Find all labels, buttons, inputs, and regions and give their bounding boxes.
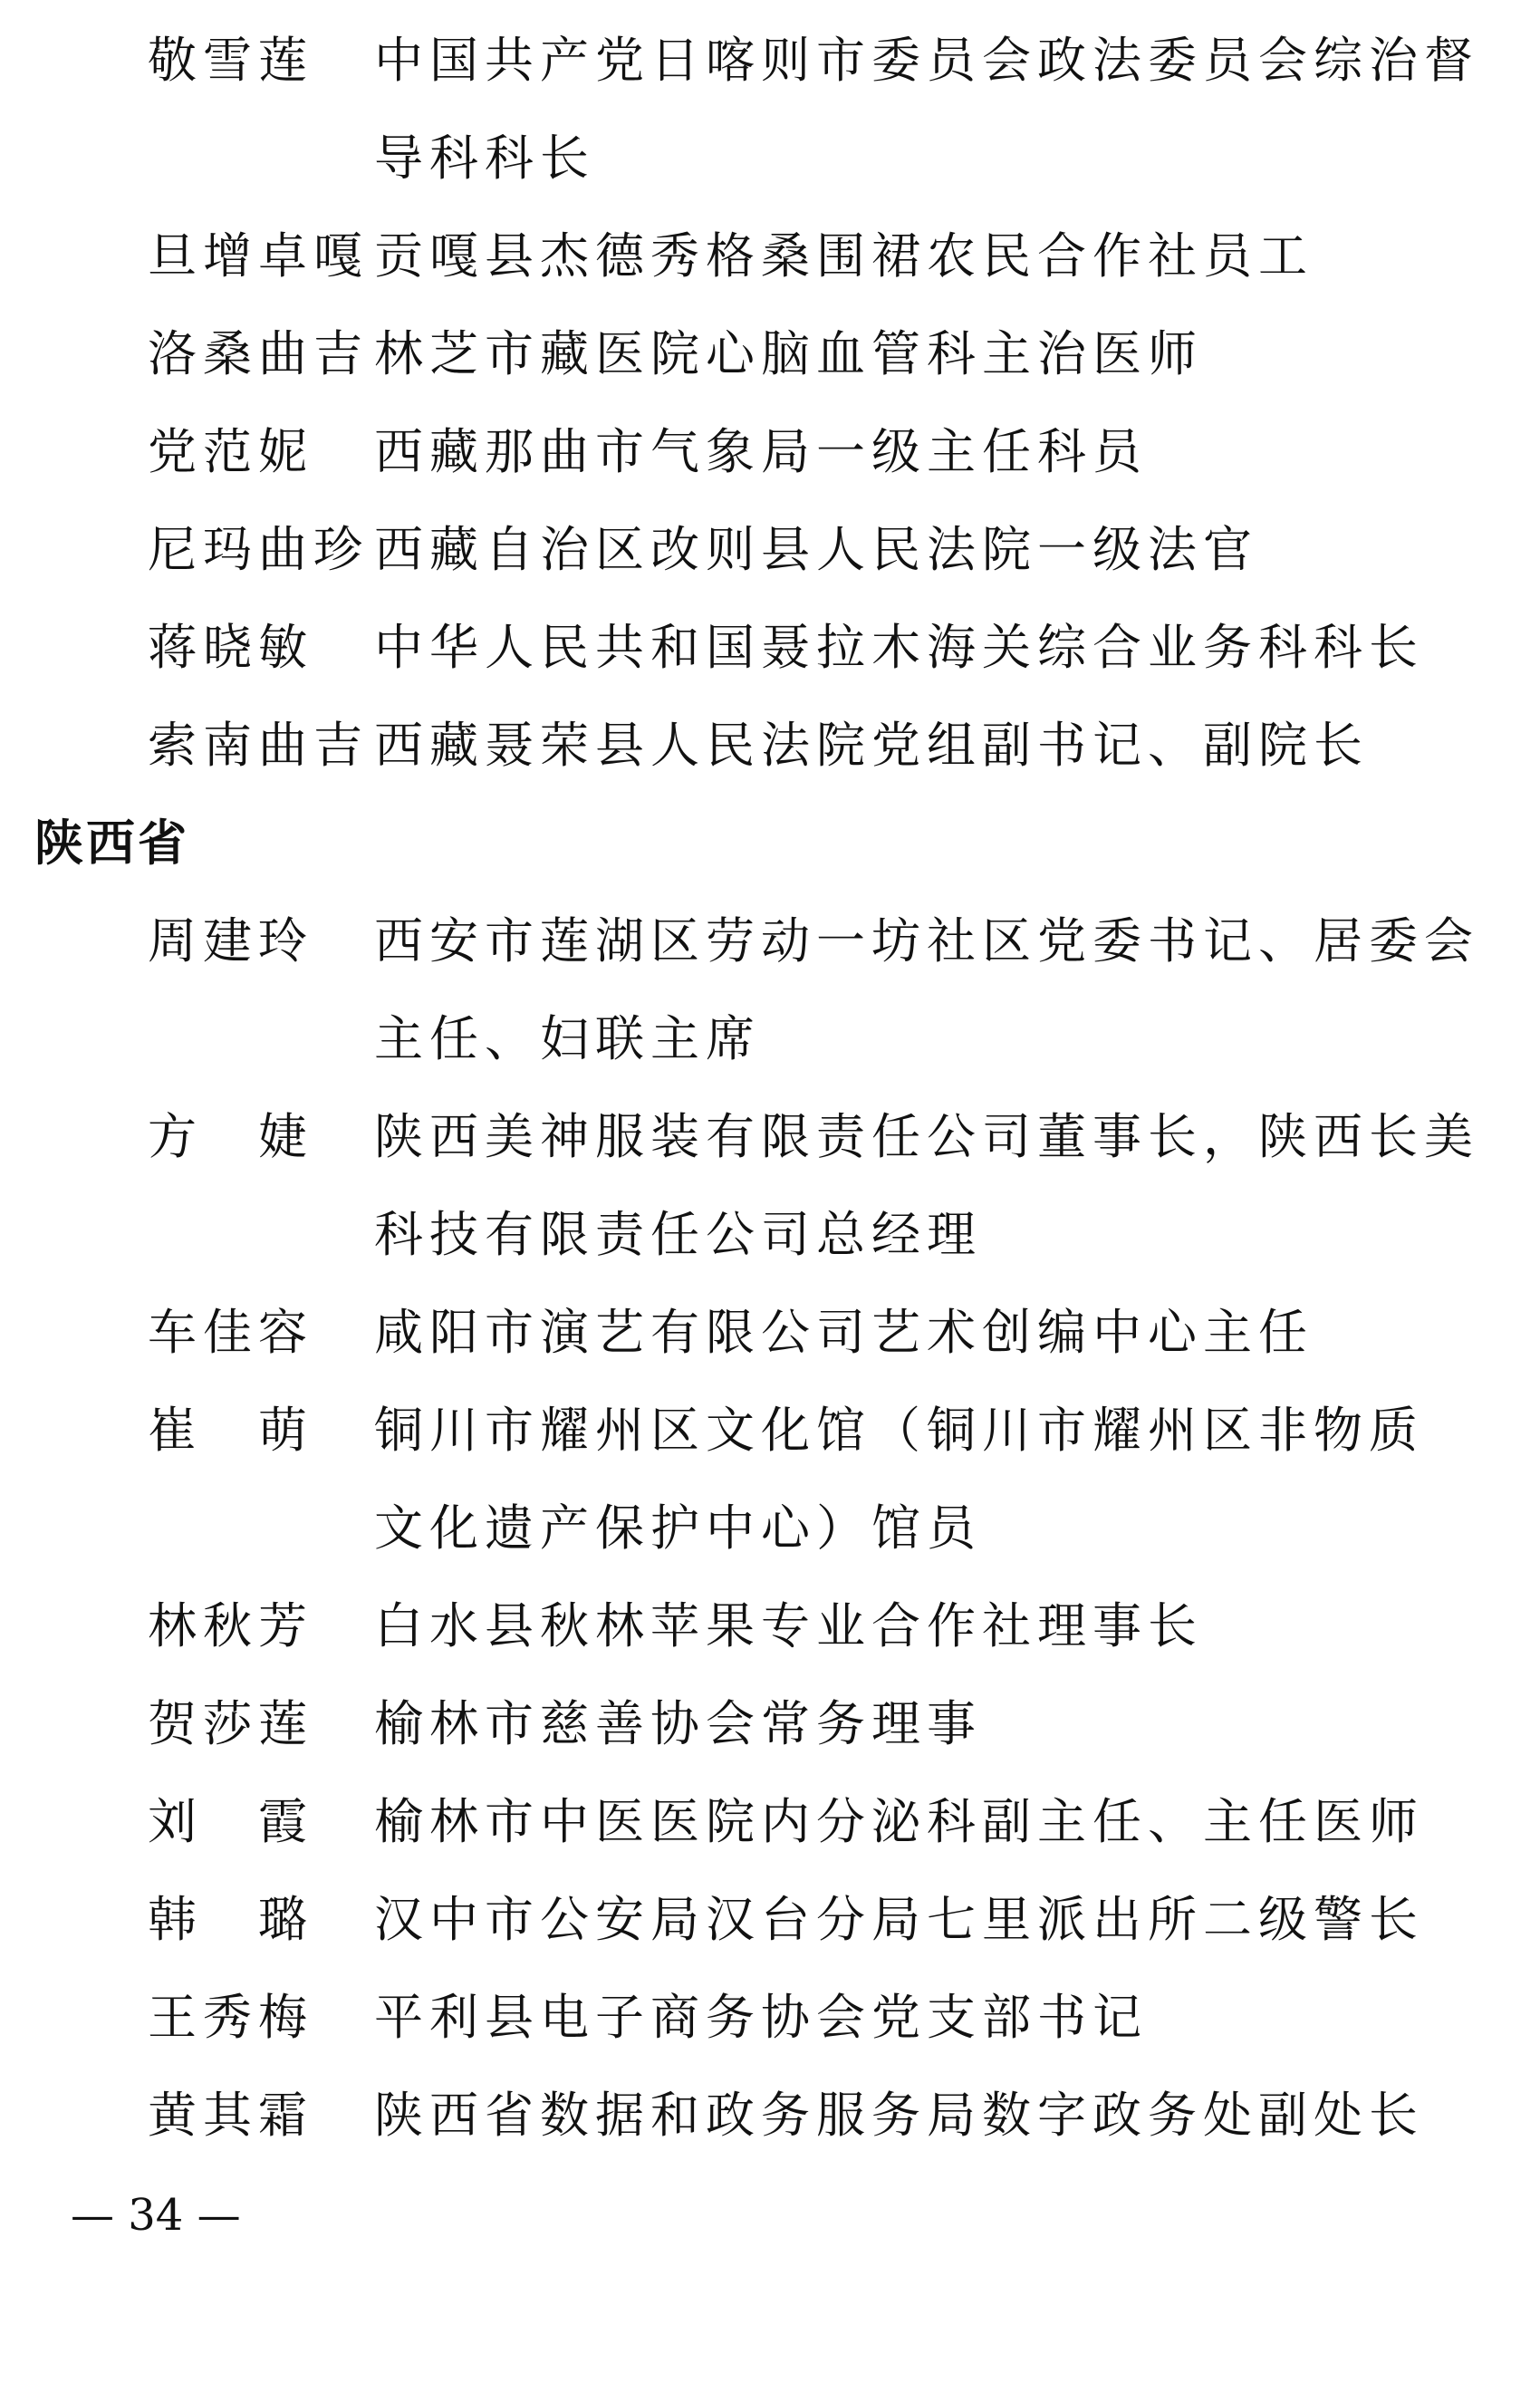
page-number: — 34 — bbox=[71, 2190, 241, 2241]
person-title-line: 平利县电子商务协会党支部书记 bbox=[374, 1989, 1148, 2046]
person-title-line: 林芝市藏医院心脑血管科主治医师 bbox=[374, 325, 1203, 382]
person-name: 韩 璐 bbox=[148, 1891, 313, 1948]
person-title-line: 白水县秋林苹果专业合作社理事长 bbox=[374, 1597, 1203, 1654]
person-title-line: 中国共产党日喀则市委员会政法委员会综治督 bbox=[374, 32, 1479, 89]
person-name: 刘 霞 bbox=[148, 1793, 313, 1850]
person-title-line: 陕西美神服装有限责任公司董事长，陕西长美 bbox=[374, 1108, 1479, 1165]
section-heading: 陕西省 bbox=[34, 815, 189, 872]
person-title-line: 主任、妇联主席 bbox=[374, 1010, 761, 1067]
person-name: 林秋芳 bbox=[148, 1597, 313, 1654]
person-title-line: 导科科长 bbox=[374, 130, 595, 187]
person-title-line: 科技有限责任公司总经理 bbox=[374, 1206, 982, 1263]
person-title-line: 咸阳市演艺有限公司艺术创编中心主任 bbox=[374, 1304, 1314, 1361]
person-title-line: 西藏自治区改则县人民法院一级法官 bbox=[374, 521, 1258, 578]
person-name: 旦增卓嘎 bbox=[148, 227, 369, 284]
person-name: 蒋晓敏 bbox=[148, 619, 313, 676]
person-name: 周建玲 bbox=[148, 912, 313, 969]
person-title-line: 汉中市公安局汉台分局七里派出所二级警长 bbox=[374, 1891, 1424, 1948]
person-title-line: 西安市莲湖区劳动一坊社区党委书记、居委会 bbox=[374, 912, 1479, 969]
person-title-line: 西藏那曲市气象局一级主任科员 bbox=[374, 423, 1148, 480]
person-name: 敬雪莲 bbox=[148, 32, 313, 89]
person-title-line: 榆林市中医医院内分泌科副主任、主任医师 bbox=[374, 1793, 1424, 1850]
person-title-line: 铜川市耀州区文化馆（铜川市耀州区非物质 bbox=[374, 1402, 1424, 1459]
person-name: 黄其霜 bbox=[148, 2087, 313, 2144]
person-title-line: 陕西省数据和政务服务局数字政务处副处长 bbox=[374, 2087, 1424, 2144]
person-name: 索南曲吉 bbox=[148, 717, 369, 774]
person-title-line: 文化遗产保护中心）馆员 bbox=[374, 1500, 982, 1557]
person-name: 王秀梅 bbox=[148, 1989, 313, 2046]
person-title-line: 贡嘎县杰德秀格桑围裙农民合作社员工 bbox=[374, 227, 1314, 284]
person-name: 洛桑曲吉 bbox=[148, 325, 369, 382]
person-name: 方 婕 bbox=[148, 1108, 313, 1165]
person-title-line: 西藏聂荣县人民法院党组副书记、副院长 bbox=[374, 717, 1369, 774]
person-title-line: 中华人民共和国聂拉木海关综合业务科科长 bbox=[374, 619, 1424, 676]
person-name: 车佳容 bbox=[148, 1304, 313, 1361]
person-name: 尼玛曲珍 bbox=[148, 521, 369, 578]
person-name: 贺莎莲 bbox=[148, 1695, 313, 1752]
person-name: 崔 萌 bbox=[148, 1402, 313, 1459]
person-name: 党范妮 bbox=[148, 423, 313, 480]
person-title-line: 榆林市慈善协会常务理事 bbox=[374, 1695, 982, 1752]
